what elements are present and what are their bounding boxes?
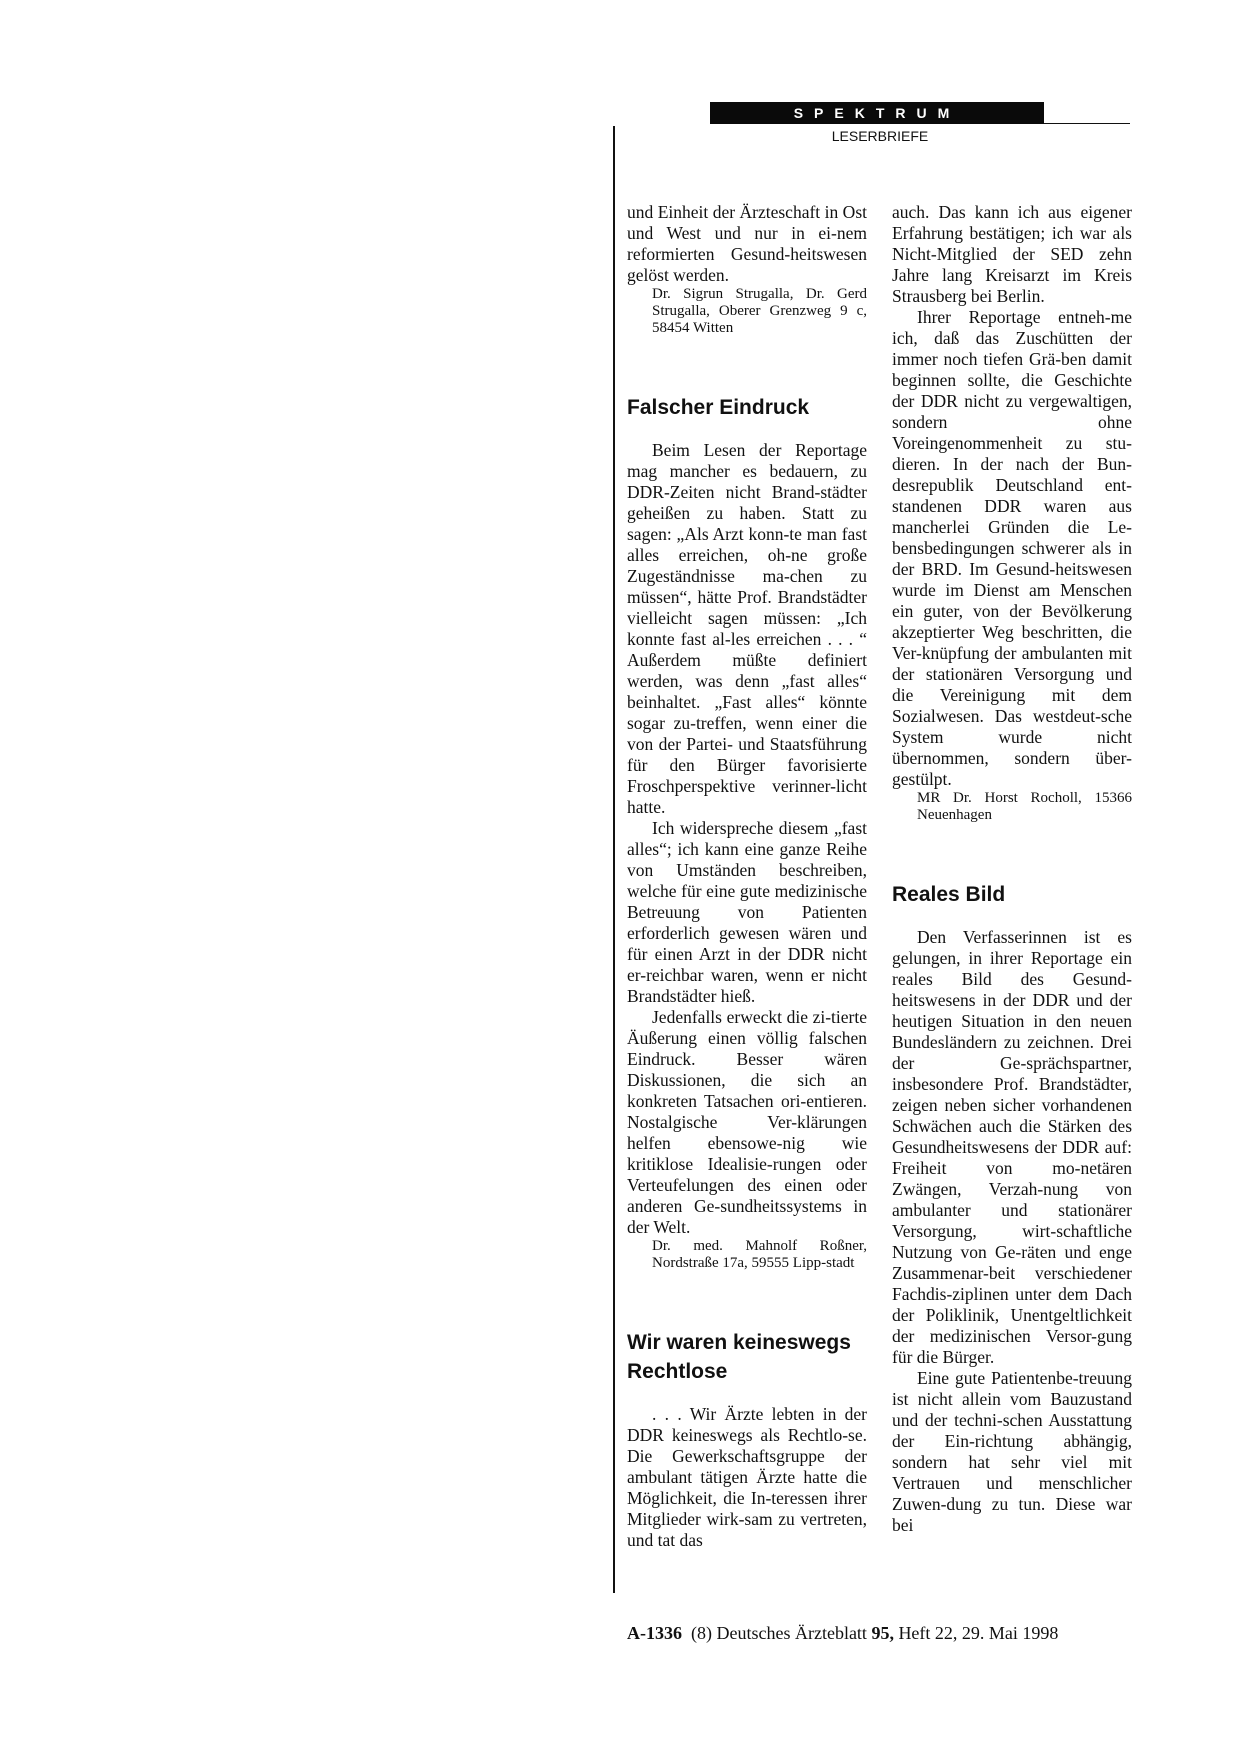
section-header-bar [710,102,1044,124]
letter-paragraph: auch. Das kann ich aus eigener Erfahrung bestätigen; ich war als Nicht-Mitglied der SED zehn Jahre lang Kreisarzt im Kreis Strausberg bei Berlin. [892,202,1132,306]
letter-paragraph: Jedenfalls erweckt die zi-tierte Äußerung einen völlig falschen Eindruck. Besser wären Diskussionen, die sich an konkreten Tatsachen ori-entieren. Nostalgische Ver-klärungen helfen ebensowe-nig wie kritiklose Idealisie-rungen oder Verteufelungen des einen oder anderen Ge-sundheitssystems in der Welt. [627,1007,867,1237]
letter-paragraph: Eine gute Patientenbe-treuung ist nicht allein vom Bauzustand und der techni-schen Ausstattung der Ein-richtung abhängig, sondern hat sehr viel mit Vertrauen und menschlicher Zuwen-dung zu tun. Diese war bei [892,1368,1132,1535]
letter-signature: MR Dr. Horst Rocholl, 15366 Neuenhagen [917,790,1132,823]
letter-paragraph: Den Verfasserinnen ist es gelungen, in ihrer Reportage ein reales Bild des Gesund-heitswesens in der DDR und der heutigen Situation in den neuen Bundesländern zu zeichnen. Drei der Ge-sprächspartner, insbesondere Prof. Brandstädter, zeigen neben sicher vorhandenen Schwächen auch die Stärken des Gesundheitswesens der DDR auf: Freiheit von mo-netären Zwängen, Verzah-nung von ambulanter und stationärer Versorgung, wirt-schaftliche Nutzung von Ge-räten und enge Zusammenar-beit verschiedener Fachdis-ziplinen unter dem Dach der Poliklinik, Unentgeltlichkeit der medizinischen Versor-gung für die Bürger. [892,927,1132,1367]
right-column [892,202,1132,1536]
letter-paragraph: . . . Wir Ärzte lebten in der DDR keineswegs als Rechtlo-se. Die Gewerkschaftsgruppe der ambulant tätigen Ärzte hatte die Möglichkeit, die In-teressen ihrer Mitglieder wirk-sam zu vertreten, und tat das [627,1404,867,1550]
journal-name: (8) Deutsches Ärzteblatt [691,1623,867,1643]
column-rule [613,126,615,1593]
left-column [627,202,867,1551]
letter-headline: Wir waren keineswegs Rechtlose [627,1331,851,1383]
continuation-text: und Einheit der Ärzteschaft in Ost und West und nur in ei-nem reformierten Gesund-heitswesen gelöst werden. [627,202,867,285]
header-rule [1044,123,1130,124]
section-title: SPEKTRUM [793,105,961,121]
letter-paragraph: Ich widerspreche diesem „fast alles“; ich kann eine ganze Reihe von Umständen beschreiben, welche für eine gute medizinische Betreuung von Patienten erforderlich gewesen wären und für einen Arzt in der DDR nicht er-reichbar waren, wenn er nicht Brandstädter hieß. [627,818,867,1006]
letter-signature: Dr. med. Mahnolf Roßner, Nordstraße 17a, 59555 Lipp-stadt [652,1238,867,1271]
letter-signature: Dr. Sigrun Strugalla, Dr. Gerd Strugalla, Oberer Grenzweg 9 c, 58454 Witten [652,286,867,336]
page-footer [627,1623,1127,1644]
letter-headline: Reales Bild [892,883,1006,906]
volume-number: 95, [871,1623,894,1643]
subsection-label: LESERBRIEFE [831,128,929,144]
letter-paragraph: Beim Lesen der Reportage mag mancher es bedauern, zu DDR-Zeiten nicht Brand-städter geheißen zu haben. Statt zu sagen: „Als Arzt konn-te man fast alles erreichen, oh-ne große Zugeständnisse ma-chen zu müssen“, hätte Prof. Brandstädter vielleicht sagen müssen: „Ich konnte fast al-les erreichen . . . “ Außerdem müßte definiert werden, was denn „fast alles“ beinhaltet. „Fast alles“ könnte sogar zu-treffen, wenn einer die von der Partei- und Staatsführung für den Bürger favorisierte Froschperspektive verinner-licht hatte. [627,440,867,817]
page-number: A-1336 [627,1623,682,1643]
issue-date: Heft 22, 29. Mai 1998 [898,1623,1059,1643]
letter-paragraph: Ihrer Reportage entneh-me ich, daß das Zuschütten der immer noch tiefen Grä-ben damit beginnen sollte, die Geschichte der DDR nicht zu vergewaltigen, sondern ohne Voreingenommenheit zu stu-dieren. In der nach der Bun-desrepublik Deutschland ent-standenen DDR waren aus mancherlei Gründen die Le-bensbedingungen schwerer als in der BRD. Im Gesund-heitswesen wurde im Dienst am Menschen ein guter, von der Bevölkerung akzeptierter Weg beschritten, die Ver-knüpfung der ambulanten mit der stationären Versorgung und die Vereinigung mit dem Sozialwesen. Das westdeut-sche System wurde nicht übernommen, sondern über-gestülpt. [892,307,1132,789]
letter-headline: Falscher Eindruck [627,396,810,419]
